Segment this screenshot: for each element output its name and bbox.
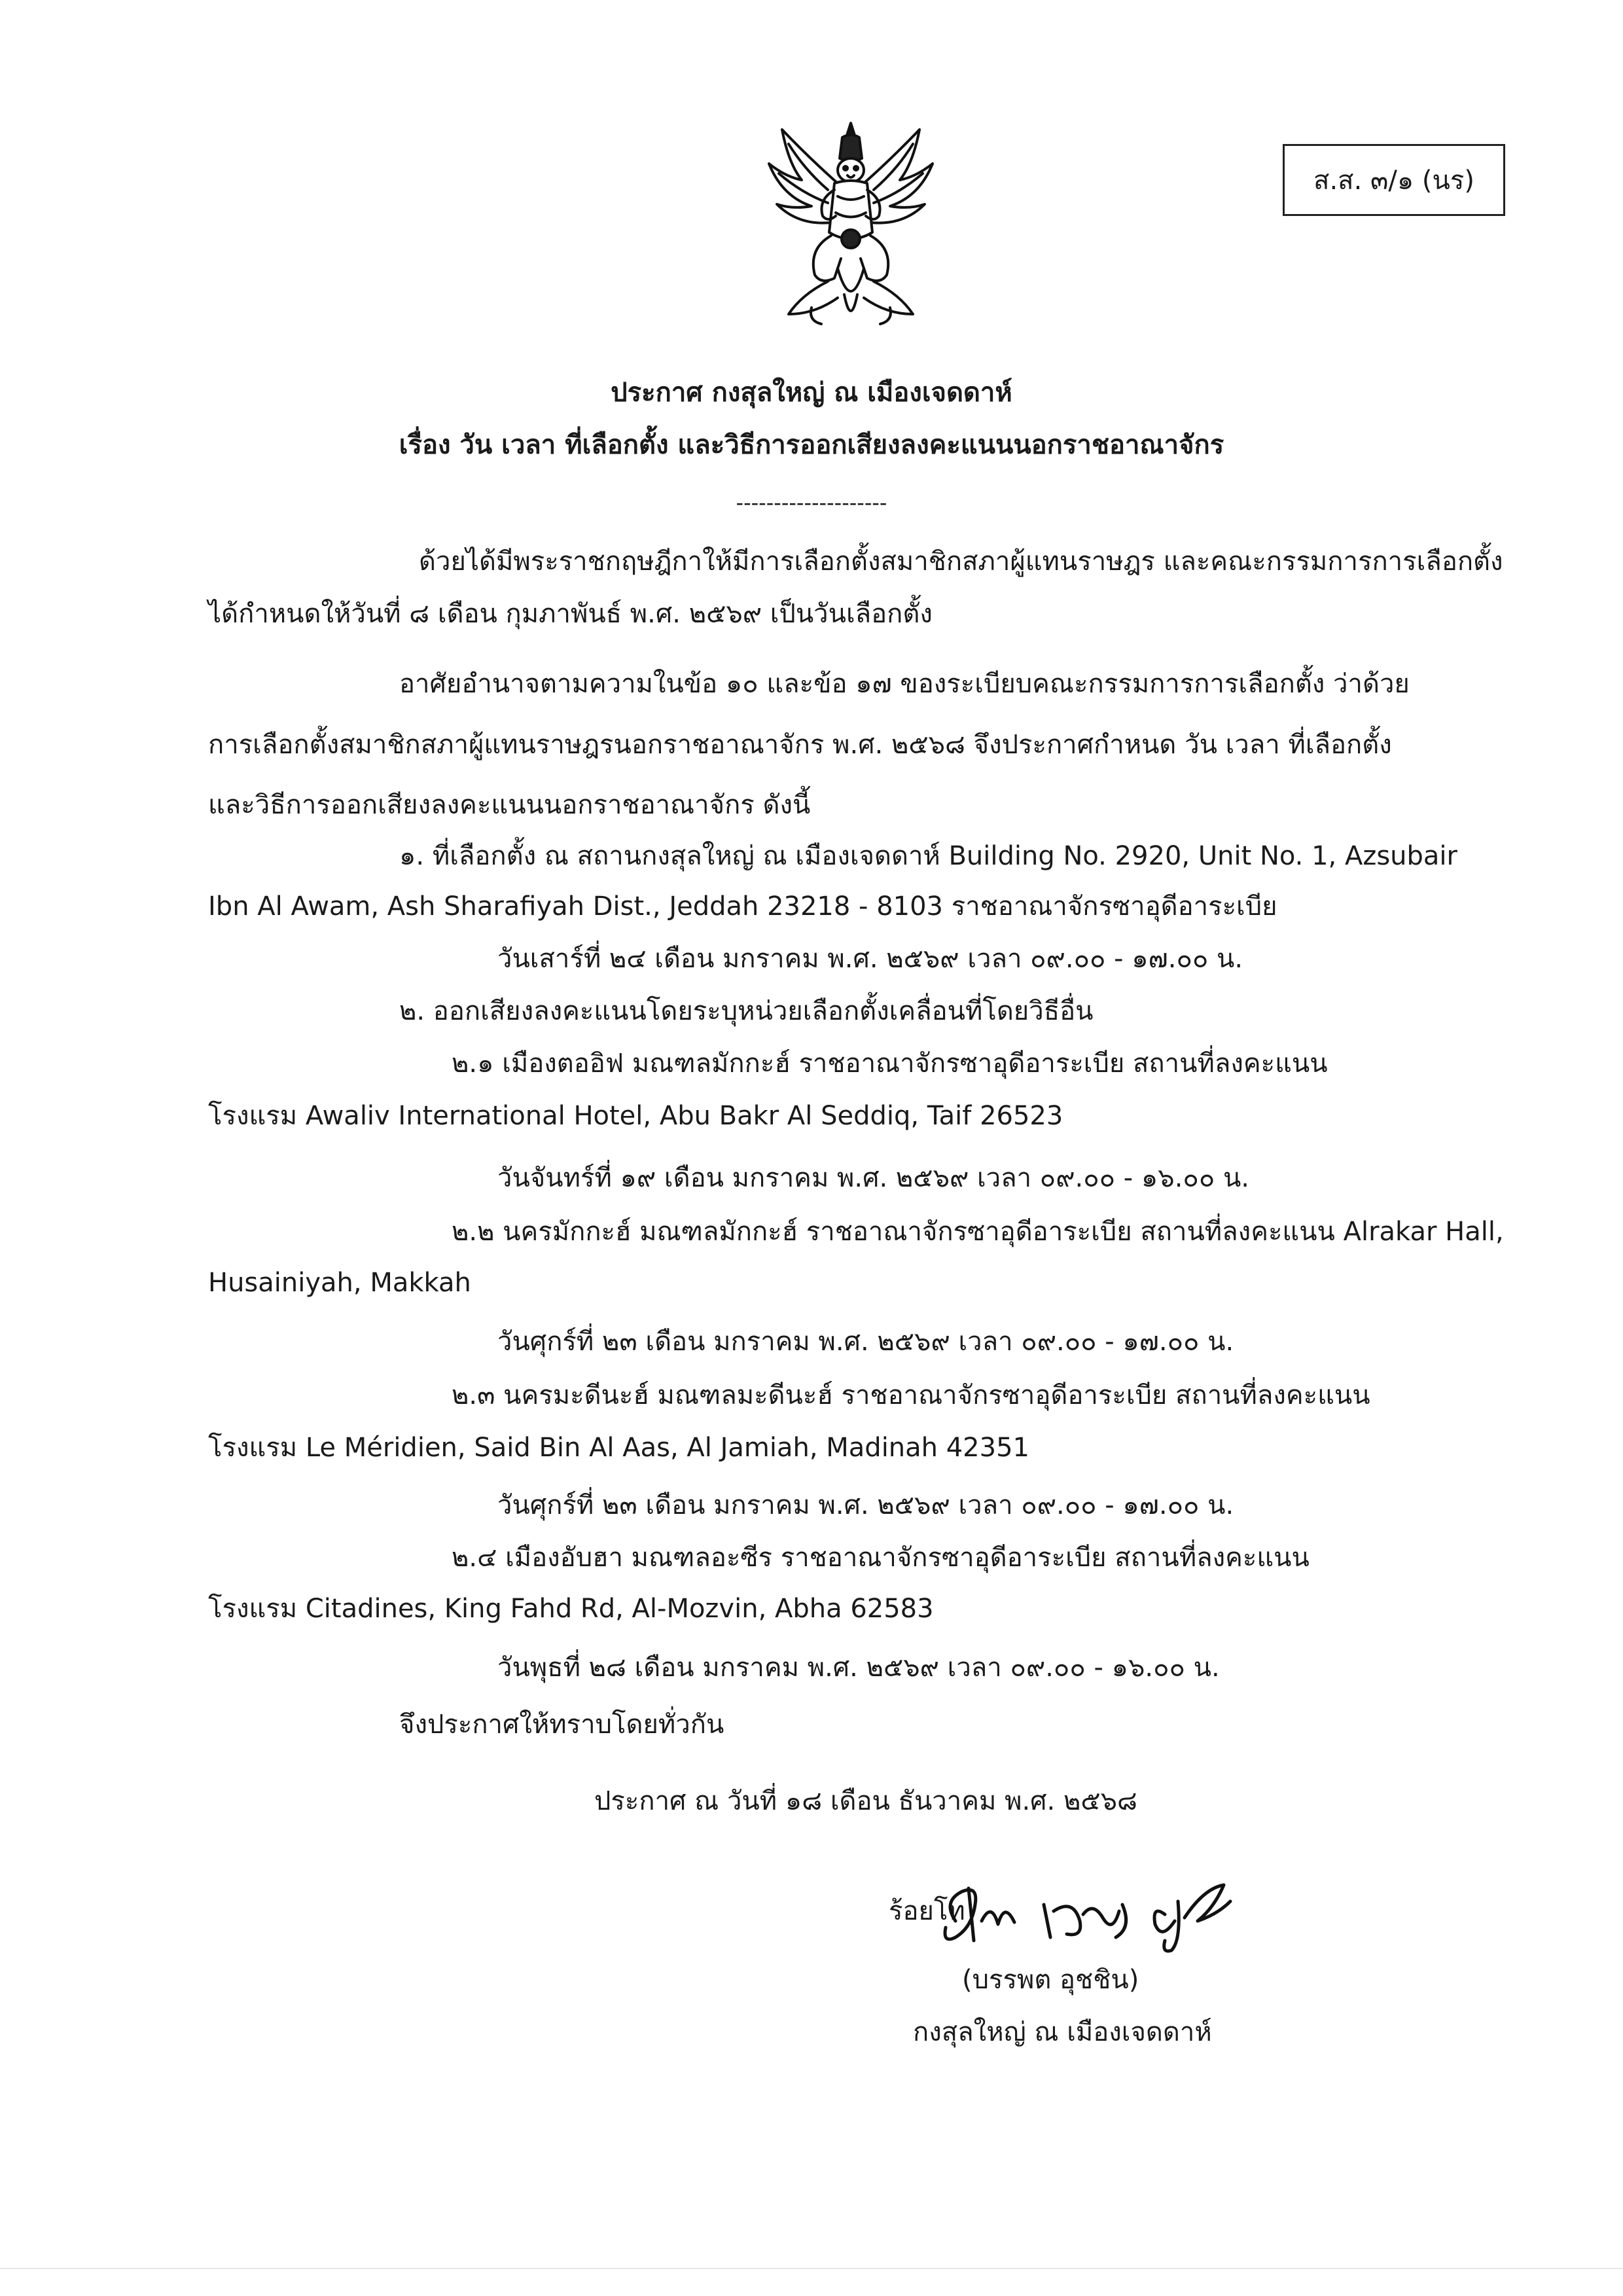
paragraph-1-line-1: ด้วยได้มีพระราชกฤษฎีกาให้มีการเลือกตั้งสมาชิกสภาผู้แทนราษฎร และคณะกรรมการการเลือกตั้ง bbox=[419, 547, 1503, 577]
item-2-2-line-2: Husainiyah, Makkah bbox=[208, 1268, 471, 1298]
item-2-2-line-1: ๒.๒ นครมักกะฮ์ มณฑลมักกะฮ์ ราชอาณาจักรซาอุดีอาระเบีย สถานที่ลงคะแนน Alrakar Hall, bbox=[452, 1217, 1504, 1247]
signer-name: (บรรพต อุชชิน) bbox=[962, 1965, 1139, 1995]
paragraph-2-line-2: การเลือกตั้งสมาชิกสภาผู้แทนราษฎรนอกราชอาณาจักร พ.ศ. ๒๕๖๘ จึงประกาศกำหนด วัน เวลา ที่เลือกตั้ง bbox=[208, 730, 1392, 760]
garuda-emblem-icon bbox=[762, 118, 939, 334]
item-2-1-line-1: ๒.๑ เมืองตออิฟ มณฑลมักกะฮ์ ราชอาณาจักรซาอุดีอาระเบีย สถานที่ลงคะแนน bbox=[452, 1049, 1328, 1079]
paragraph-1-line-2: ได้กำหนดให้วันที่ ๘ เดือน กุมภาพันธ์ พ.ศ. ๒๕๖๙ เป็นวันเลือกตั้ง bbox=[208, 599, 933, 629]
form-code-box bbox=[1283, 144, 1505, 216]
closing-statement: จึงประกาศให้ทราบโดยทั่วกัน bbox=[399, 1710, 724, 1740]
item-1-line-1: ๑. ที่เลือกตั้ง ณ สถานกงสุลใหญ่ ณ เมืองเจดดาห์ Building No. 2920, Unit No. 1, Azsubair bbox=[399, 841, 1457, 871]
item-2-3-line-1: ๒.๓ นครมะดีนะฮ์ มณฑลมะดีนะฮ์ ราชอาณาจักรซาอุดีอาระเบีย สถานที่ลงคะแนน bbox=[452, 1380, 1370, 1410]
item-2-4-date: วันพุธที่ ๒๘ เดือน มกราคม พ.ศ. ๒๕๖๙ เวลา ๐๙.๐๐ - ๑๖.๐๐ น. bbox=[497, 1653, 1220, 1683]
signer-rank: ร้อยโท bbox=[889, 1896, 965, 1926]
announcement-subject: เรื่อง วัน เวลา ที่เลือกตั้ง และวิธีการออกเสียงลงคะแนนนอกราชอาณาจักร bbox=[399, 430, 1224, 460]
announcement-title: ประกาศ กงสุลใหญ่ ณ เมืองเจดดาห์ bbox=[611, 378, 1012, 408]
item-2-3-date: วันศุกร์ที่ ๒๓ เดือน มกราคม พ.ศ. ๒๕๖๙ เวลา ๐๙.๐๐ - ๑๗.๐๐ น. bbox=[497, 1490, 1234, 1520]
form-code: ส.ส. ๓/๑ (นร) bbox=[1313, 166, 1474, 196]
item-1-line-2: Ibn Al Awam, Ash Sharafiyah Dist., Jeddah 23218 - 8103 ราชอาณาจักรซาอุดีอาระเบีย bbox=[208, 891, 1277, 922]
item-1-date: วันเสาร์ที่ ๒๔ เดือน มกราคม พ.ศ. ๒๕๖๙ เวลา ๐๙.๐๐ - ๑๗.๐๐ น. bbox=[497, 944, 1243, 974]
item-2-4-line-1: ๒.๔ เมืองอับฮา มณฑลอะซีร ราชอาณาจักรซาอุดีอาระเบีย สถานที่ลงคะแนน bbox=[452, 1543, 1310, 1573]
announcement-date: ประกาศ ณ วันที่ ๑๘ เดือน ธันวาคม พ.ศ. ๒๕๖๘ bbox=[594, 1786, 1137, 1816]
paragraph-2-line-3: และวิธีการออกเสียงลงคะแนนนอกราชอาณาจักร ดังนี้ bbox=[208, 790, 811, 820]
handwritten-signature-icon bbox=[916, 1875, 1270, 1954]
item-2-4-line-2: โรงแรม Citadines, King Fahd Rd, Al-Mozvin, Abha 62583 bbox=[208, 1594, 934, 1624]
item-2-1-date: วันจันทร์ที่ ๑๙ เดือน มกราคม พ.ศ. ๒๕๖๙ เวลา ๐๙.๐๐ - ๑๖.๐๐ น. bbox=[497, 1163, 1250, 1193]
item-2-2-date: วันศุกร์ที่ ๒๓ เดือน มกราคม พ.ศ. ๒๕๖๙ เวลา ๐๙.๐๐ - ๑๗.๐๐ น. bbox=[497, 1327, 1234, 1357]
item-2-heading: ๒. ออกเสียงลงคะแนนโดยระบุหน่วยเลือกตั้งเคลื่อนที่โดยวิธีอื่น bbox=[399, 996, 1094, 1026]
item-2-3-line-2: โรงแรม Le Méridien, Said Bin Al Aas, Al Jamiah, Madinah 42351 bbox=[208, 1433, 1029, 1463]
paragraph-2-line-1: อาศัยอำนาจตามความในข้อ ๑๐ และข้อ ๑๗ ของระเบียบคณะกรรมการการเลือกตั้ง ว่าด้วย bbox=[399, 669, 1410, 699]
signer-position: กงสุลใหญ่ ณ เมืองเจดดาห์ bbox=[913, 2017, 1212, 2047]
scan-edge-line bbox=[0, 2268, 1623, 2269]
item-2-1-line-2: โรงแรม Awaliv International Hotel, Abu Bakr Al Seddiq, Taif 26523 bbox=[208, 1101, 1063, 1131]
title-divider: -------------------- bbox=[736, 490, 887, 515]
